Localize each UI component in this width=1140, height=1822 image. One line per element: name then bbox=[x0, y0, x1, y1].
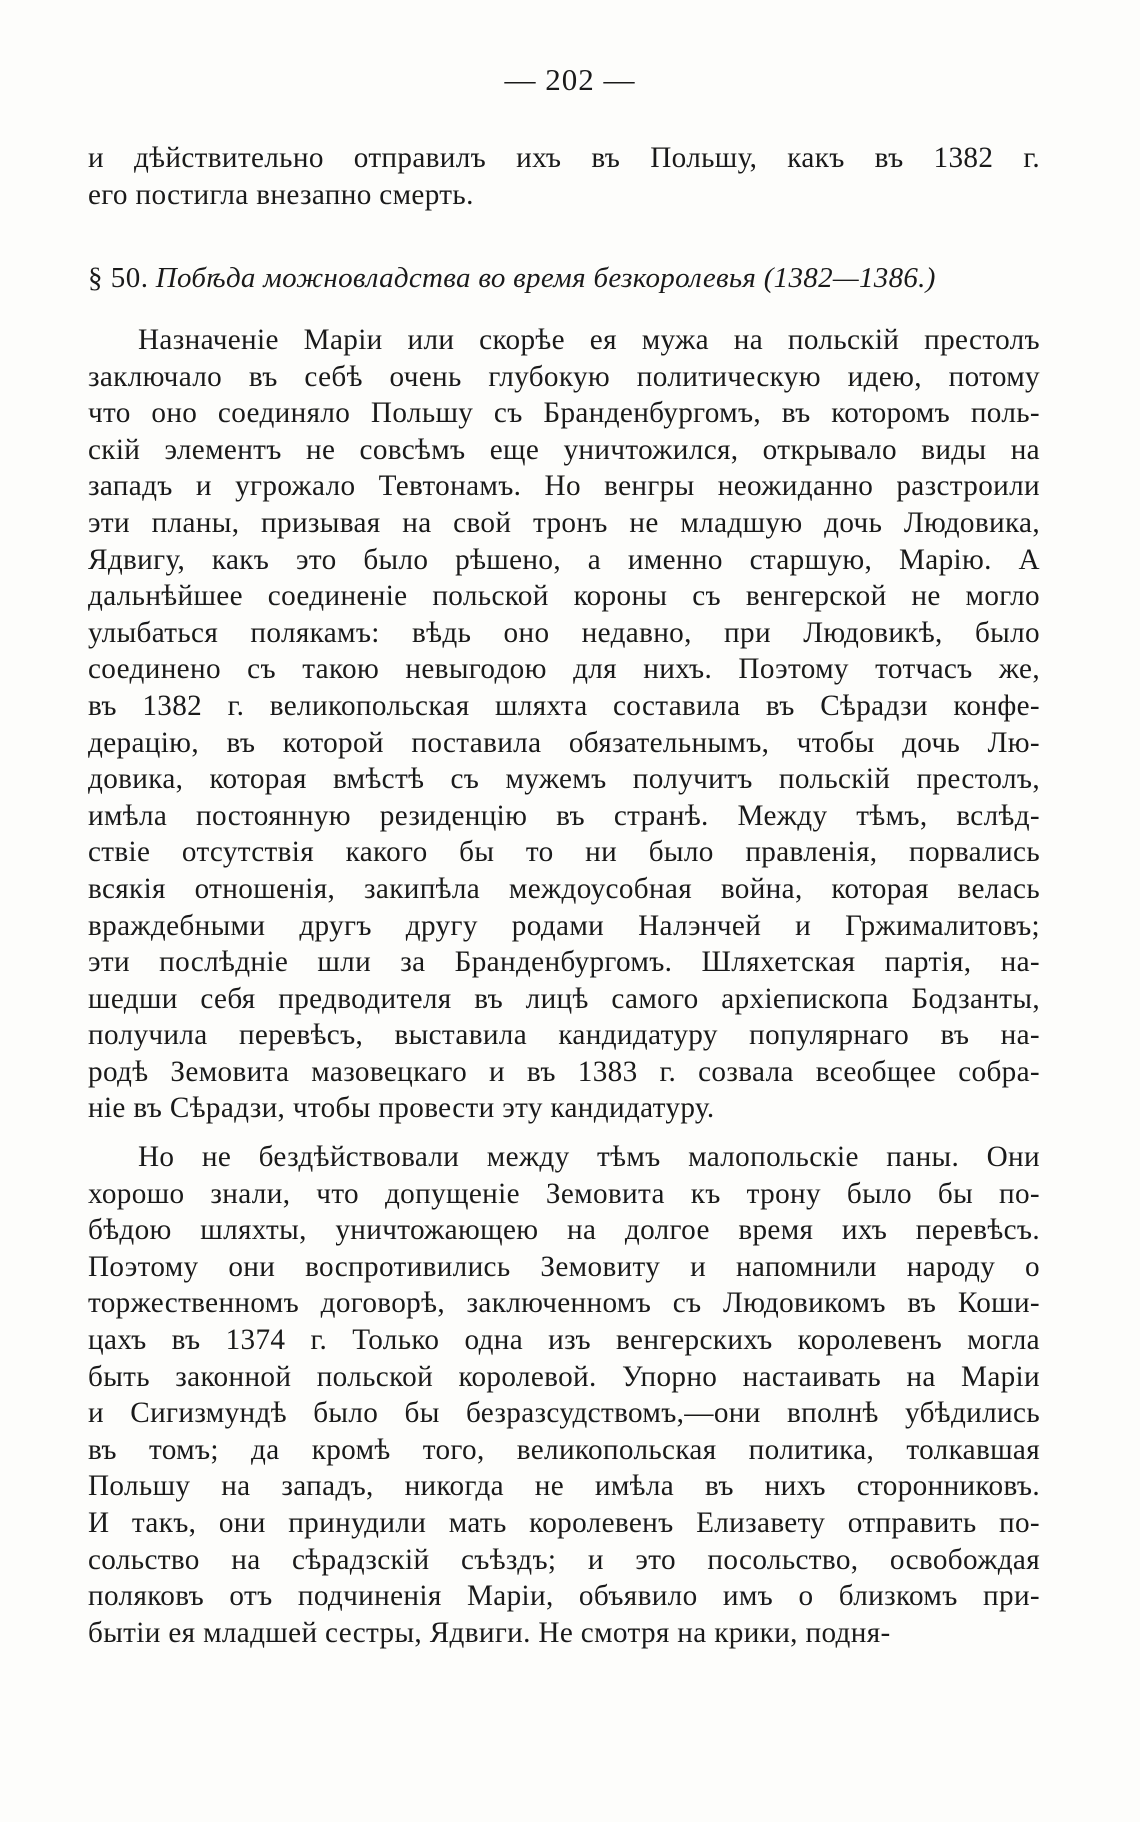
paragraph-2 bbox=[88, 1139, 1040, 1651]
page-number: — 202 — bbox=[504, 62, 636, 97]
text-line: улыбаться полякамъ: вѣдь оно недавно, при Людовикѣ, было bbox=[88, 616, 1040, 649]
text-line: Но не бездѣйствовали между тѣмъ малопольскіе паны. Они bbox=[138, 1141, 1040, 1173]
text-line: что оно соединяло Польшу съ Бранденбургомъ, въ которомъ поль- bbox=[88, 397, 1040, 430]
text-line: родѣ Земовита мазовецкаго и въ 1383 г. созвала всеобщее собра- bbox=[88, 1055, 1040, 1088]
text-line: хорошо знали, что допущеніе Земовита къ трону было бы по- bbox=[88, 1177, 1040, 1210]
text-line: Ядвигу, какъ это было рѣшено, а именно старшую, Марію. А bbox=[88, 543, 1040, 576]
text-line: и Сигизмундѣ было бы безразсудствомъ,—они вполнѣ убѣдились bbox=[88, 1397, 1040, 1430]
text-line: эти послѣдніе шли за Бранденбургомъ. Шляхетская партія, на- bbox=[88, 946, 1040, 979]
text-line: скій элементъ не совсѣмъ еще уничтожился, открывало виды на bbox=[88, 433, 1040, 466]
section-number: § 50. bbox=[88, 262, 149, 294]
text-line: торжественномъ договорѣ, заключенномъ съ Людовикомъ въ Коши- bbox=[88, 1287, 1040, 1320]
section-title: Побѣда можновладства во время безкоролевья (1382—1386.) bbox=[155, 262, 936, 294]
text-line: шедши себя предводителя въ лицѣ самого архіепископа Бодзанты, bbox=[88, 982, 1040, 1015]
text-line: дерацію, въ которой поставила обязательнымъ, чтобы дочь Лю- bbox=[88, 726, 1040, 759]
text-line: имѣла постоянную резиденцію въ странѣ. Между тѣмъ, вслѣд- bbox=[88, 799, 1040, 832]
text-line: быть законной польской королевой. Упорно настаивать на Маріи bbox=[88, 1360, 1040, 1393]
text-line: ніе въ Сѣрадзи, чтобы провести эту кандидатуру. bbox=[88, 1092, 715, 1125]
text-line: бытіи ея младшей сестры, Ядвиги. Не смотря на крики, подня- bbox=[88, 1616, 891, 1649]
text-line: цахъ въ 1374 г. Только одна изъ венгерскихъ королевенъ могла bbox=[88, 1323, 1040, 1356]
text-line: сольство на сѣрадзскій съѣздъ; и это посольство, освобождая bbox=[88, 1543, 1040, 1576]
text-line: Назначеніе Маріи или скорѣе ея мужа на польскій престолъ bbox=[138, 324, 1040, 356]
text-line: соединено съ такою невыгодою для нихъ. Поэтому тотчасъ же, bbox=[88, 653, 1040, 686]
text-line: и дѣйствительно отправилъ ихъ въ Польшу, какъ въ 1382 г. bbox=[88, 142, 1040, 174]
text-line: въ 1382 г. великопольская шляхта составила въ Сѣрадзи конфе- bbox=[88, 689, 1040, 722]
text-line: всякія отношенія, закипѣла междоусобная война, которая велась bbox=[88, 872, 1040, 905]
text-line: враждебными другъ другу родами Налэнчей и Гржималитовъ; bbox=[88, 909, 1040, 942]
text-line: заключало въ себѣ очень глубокую политическую идею, потому bbox=[88, 360, 1040, 393]
section-heading bbox=[88, 262, 1040, 295]
text-line: въ томъ; да кромѣ того, великопольская политика, толкавшая bbox=[88, 1433, 1040, 1466]
text-line: ствіе отсутствія какого бы то ни было правленія, порвались bbox=[88, 836, 1040, 869]
text-line: его постигла внезапно смерть. bbox=[88, 178, 474, 211]
intro-text bbox=[88, 140, 1040, 213]
text-line: дальнѣйшее соединеніе польской короны съ венгерской не могло bbox=[88, 580, 1040, 613]
text-line: довика, которая вмѣстѣ съ мужемъ получитъ польскій престолъ, bbox=[88, 763, 1040, 796]
text-line: поляковъ отъ подчиненія Маріи, объявило имъ о близкомъ при- bbox=[88, 1580, 1040, 1613]
text-line: Польшу на западъ, никогда не имѣла въ нихъ сторонниковъ. bbox=[88, 1470, 1040, 1503]
text-line: эти планы, призывая на свой тронъ не младшую дочь Людовика, bbox=[88, 506, 1040, 539]
text-line: И такъ, они принудили мать королевенъ Елизавету отправить по- bbox=[88, 1506, 1040, 1539]
paragraph-1 bbox=[88, 322, 1040, 1127]
text-line: бѣдою шляхты, уничтожающею на долгое время ихъ перевѣсъ. bbox=[88, 1214, 1040, 1247]
text-line: Поэтому они воспротивились Земовиту и напомнили народу о bbox=[88, 1250, 1040, 1283]
text-line: западъ и угрожало Тевтонамъ. Но венгры неожиданно разстроили bbox=[88, 470, 1040, 503]
text-line: получила перевѣсъ, выставила кандидатуру популярнаго въ на- bbox=[88, 1019, 1040, 1052]
